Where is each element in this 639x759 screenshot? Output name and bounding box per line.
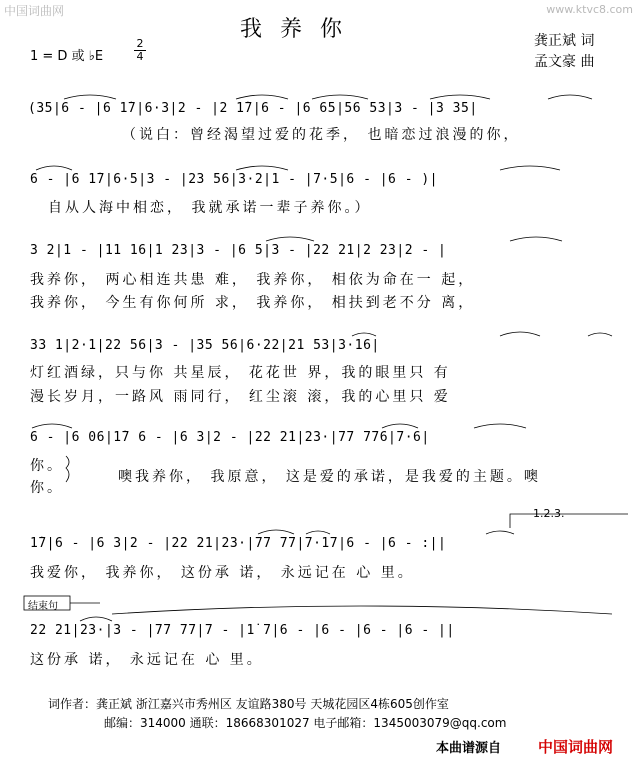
lyric-line-7: 这份承 诺， 永远记在 心 里。 [30, 652, 264, 668]
lyric-brace [66, 456, 69, 482]
tie-mark [306, 531, 330, 534]
tie-mark [510, 237, 562, 241]
tie-mark [430, 95, 490, 99]
site-logo: 中国词曲网 [538, 738, 614, 756]
lyric-line-3a: 我养你， 两心相连共患 难， 我养你， 相依为命在一 起， [30, 272, 476, 288]
lyricist-credit: 龚正斌 词 [534, 33, 595, 49]
tie-mark [258, 530, 294, 534]
tie-mark [80, 617, 112, 621]
tie-mark [352, 333, 376, 336]
notation-line-7: 22 21|23·|3 - |77 77|7 - |1̇ 7|6 - |6 - |6 - |6 - || [30, 623, 455, 638]
lyric-line-4a: 灯红酒绿，只与你 共星辰， 花花世 界，我的眼里只 有 [30, 365, 451, 381]
lyric-line-5b: 你。 [30, 480, 64, 496]
tie-mark [112, 606, 612, 614]
tie-mark [236, 166, 288, 170]
tie-mark [236, 95, 288, 99]
tie-mark [548, 95, 592, 99]
key-signature: 1 = D 或 ♭E [30, 49, 104, 64]
tie-mark [474, 424, 526, 428]
lyric-line-5a: 你。 [30, 458, 64, 474]
lyric-line-3b: 我养你， 今生有你何所 求， 我养你， 相扶到老不分 离， [30, 295, 476, 311]
page-title: 我养你 [240, 17, 361, 42]
notation-line-1: (35|6 - |6 1̇7|6·3|2 - |2 1̇7|6 - |6 65|56 53|3 - |3 35| [28, 101, 478, 116]
chorus-lyric: 噢我养你， 我原意， 这是爱的承诺，是我爱的主题。噢 [118, 469, 541, 485]
source-label: 本曲谱源自 [436, 741, 502, 756]
tie-mark [36, 166, 72, 170]
lyric-line-1: （说白：曾经渴望过爱的花季， 也暗恋过浪漫的你， [122, 127, 521, 143]
notation-line-5: 6 - |6 06|1̇7 6 - |6 3|2 - |22 21|23·|77 776|7·6| [30, 430, 430, 445]
watermark-left: 中国词曲网 [4, 4, 65, 18]
footer-address: 词作者：龚正斌 浙江嘉兴市秀州区 友谊路380号 天城花园区4栋605创作室 [48, 697, 449, 711]
notation-line-2: 6 - |6 1̇7|6·5|3 - |23 56|3·2|1 - |7·5|6 - |6 - )| [30, 172, 439, 187]
notation-line-3: 3 2|1 - |11 16|1 23|3 - |6 5|3 - |22 21|2 23|2 - | [30, 243, 447, 258]
tie-mark [312, 95, 368, 99]
volta-label: 1.2.3. [533, 507, 565, 520]
tie-mark [64, 95, 116, 99]
lyric-line-4b: 漫长岁月，一路风 雨同行， 红尘滚 滚，我的心里只 爱 [30, 389, 451, 405]
tie-mark [32, 424, 72, 428]
notation-line-6: 1̇7|6 - |6 3|2 - |22 21|23·|77 77|7·17|6 - |6 - :|| [30, 536, 447, 551]
time-signature-top: 2 [136, 37, 144, 50]
ending-label: 结束句 [28, 601, 58, 612]
ending-box [24, 596, 70, 610]
tie-mark [382, 424, 418, 428]
lyric-line-2: 自从人海中相恋， 我就承诺一辈子养你。） [48, 200, 372, 216]
time-signature-bottom: 4 [134, 50, 146, 63]
composer-credit: 孟文豪 曲 [534, 54, 595, 70]
tie-mark [588, 333, 612, 336]
tie-mark [486, 531, 514, 534]
volta-bracket [510, 514, 628, 528]
notation-line-4: 33 1|2·1|22 56|3 - |35 56|6·22|21 53|3·16| [30, 338, 380, 353]
tie-mark [266, 237, 314, 241]
lyric-line-6: 我爱你， 我养你， 这份承 诺， 永远记在 心 里。 [30, 565, 415, 581]
tie-mark [500, 332, 540, 336]
tie-mark [500, 166, 560, 170]
watermark-right: www.ktvc8.com [546, 3, 633, 16]
footer-contact: 邮编：314000 通联：18668301027 电子邮箱：1345003079@qq.com [104, 716, 507, 730]
